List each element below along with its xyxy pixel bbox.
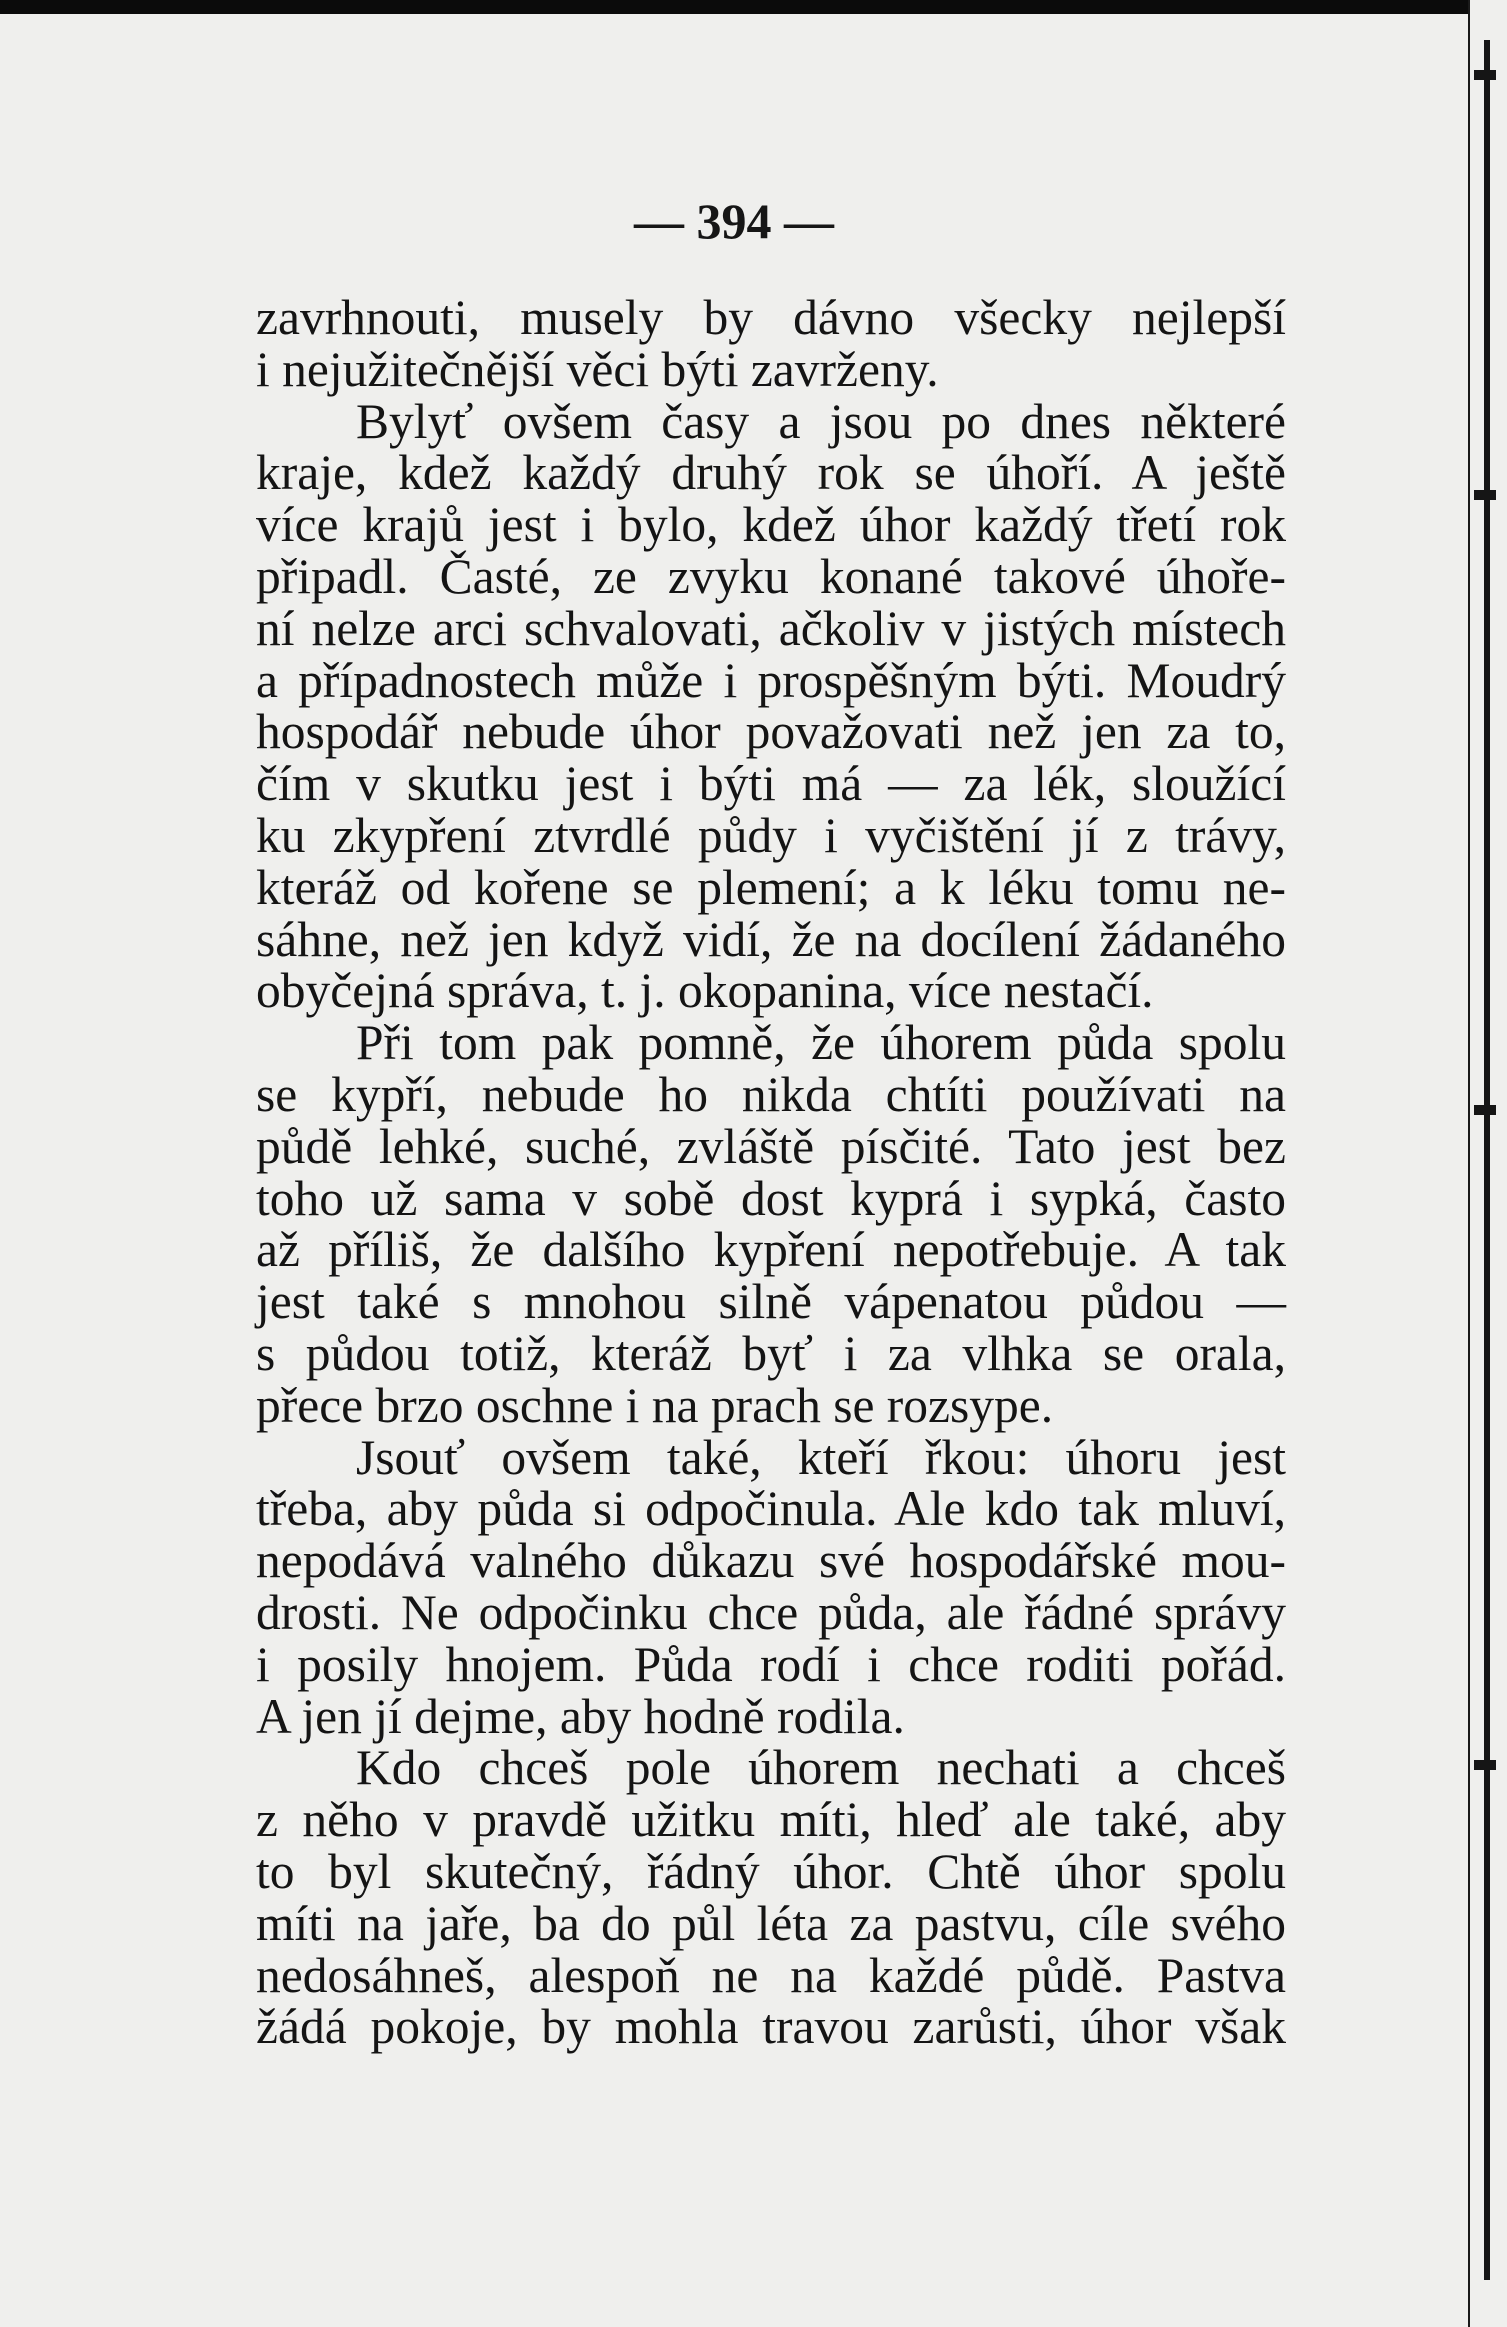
book-spine-edge	[1468, 0, 1507, 2327]
text-line: hospodář nebude úhor považovati než jen za to,	[256, 704, 1286, 760]
text-line: se kypří, nebude ho nikda chtíti používati na	[256, 1066, 1286, 1122]
text-line: až příliš, že dalšího kypření nepotřebuje. A tak	[256, 1222, 1286, 1278]
text-line: to byl skutečný, řádný úhor. Chtě úhor spolu	[256, 1843, 1286, 1899]
text-line: připadl. Časté, ze zvyku konané takové úhoře-	[256, 548, 1286, 604]
text-line: půdě lehké, suché, zvláště písčité. Tato jest bez	[256, 1118, 1286, 1174]
text-line: a případnostech může i prospěšným býti. Moudrý	[256, 652, 1286, 708]
text-line: Při tom pak pomně, že úhorem půda spolu	[356, 1015, 1286, 1071]
text-line: nepodává valného důkazu své hospodářské mou-	[256, 1533, 1286, 1589]
text-line: přece brzo oschne i na prach se rozsype.	[256, 1377, 1054, 1433]
text-line: s půdou totiž, kteráž byť i za vlhka se orala,	[256, 1325, 1286, 1381]
text-line: obyčejná správa, t. j. okopanina, více nestačí.	[256, 963, 1154, 1019]
page-number: — 394 —	[634, 193, 834, 249]
text-line: ní nelze arci schvalovati, ačkoliv v jistých místech	[256, 600, 1286, 656]
text-line: toho už sama v sobě dost kyprá i sypká, často	[256, 1170, 1286, 1226]
text-line: kraje, kdež každý druhý rok se úhoří. A ještě	[256, 445, 1286, 501]
text-line: ku zkypření ztvrdlé půdy i vyčištění jí z trávy,	[256, 807, 1286, 863]
text-line: více krajů jest i bylo, kdež úhor každý třetí rok	[256, 497, 1286, 553]
edge-mark	[1474, 490, 1496, 500]
text-line: drosti. Ne odpočinku chce půda, ale řádné správy	[256, 1584, 1286, 1640]
text-line: jest také s mnohou silně vápenatou půdou —	[256, 1274, 1286, 1330]
text-line: nedosáhneš, alespoň ne na každé půdě. Pastva	[256, 1947, 1286, 2003]
edge-mark	[1474, 70, 1496, 80]
text-line: z něho v pravdě užitku míti, hleď ale také, aby	[256, 1792, 1286, 1848]
text-line: i nejužitečnější věci býti zavrženy.	[256, 341, 939, 397]
text-line: sáhne, než jen když vidí, že na docílení žádaného	[256, 911, 1286, 967]
edge-line	[1484, 40, 1490, 2280]
text-line: Bylyť ovšem časy a jsou po dnes některé	[356, 393, 1286, 449]
text-line: Jsouť ovšem také, kteří řkou: úhoru jest	[356, 1429, 1286, 1485]
edge-mark	[1474, 1760, 1496, 1770]
body-text	[256, 292, 1286, 2053]
text-line: třeba, aby půda si odpočinula. Ale kdo tak mluví,	[256, 1481, 1286, 1537]
edge-mark	[1474, 1105, 1496, 1115]
text-line: žádá pokoje, by mohla travou zarůsti, úhor však	[256, 1999, 1286, 2055]
text-line: zavrhnouti, musely by dávno všecky nejlepší	[256, 290, 1286, 345]
text-line: kteráž od kořene se plemení; a k léku tomu ne-	[256, 859, 1286, 915]
text-line: i posily hnojem. Půda rodí i chce roditi pořád.	[256, 1636, 1286, 1692]
text-line: čím v skutku jest i býti má — za lék, sloužící	[256, 756, 1286, 812]
text-line: A jen jí dejme, aby hodně rodila.	[256, 1688, 905, 1744]
book-page	[0, 14, 1468, 2327]
text-line: Kdo chceš pole úhorem nechati a chceš	[356, 1740, 1286, 1796]
text-line: míti na jaře, ba do půl léta za pastvu, cíle svého	[256, 1895, 1286, 1951]
